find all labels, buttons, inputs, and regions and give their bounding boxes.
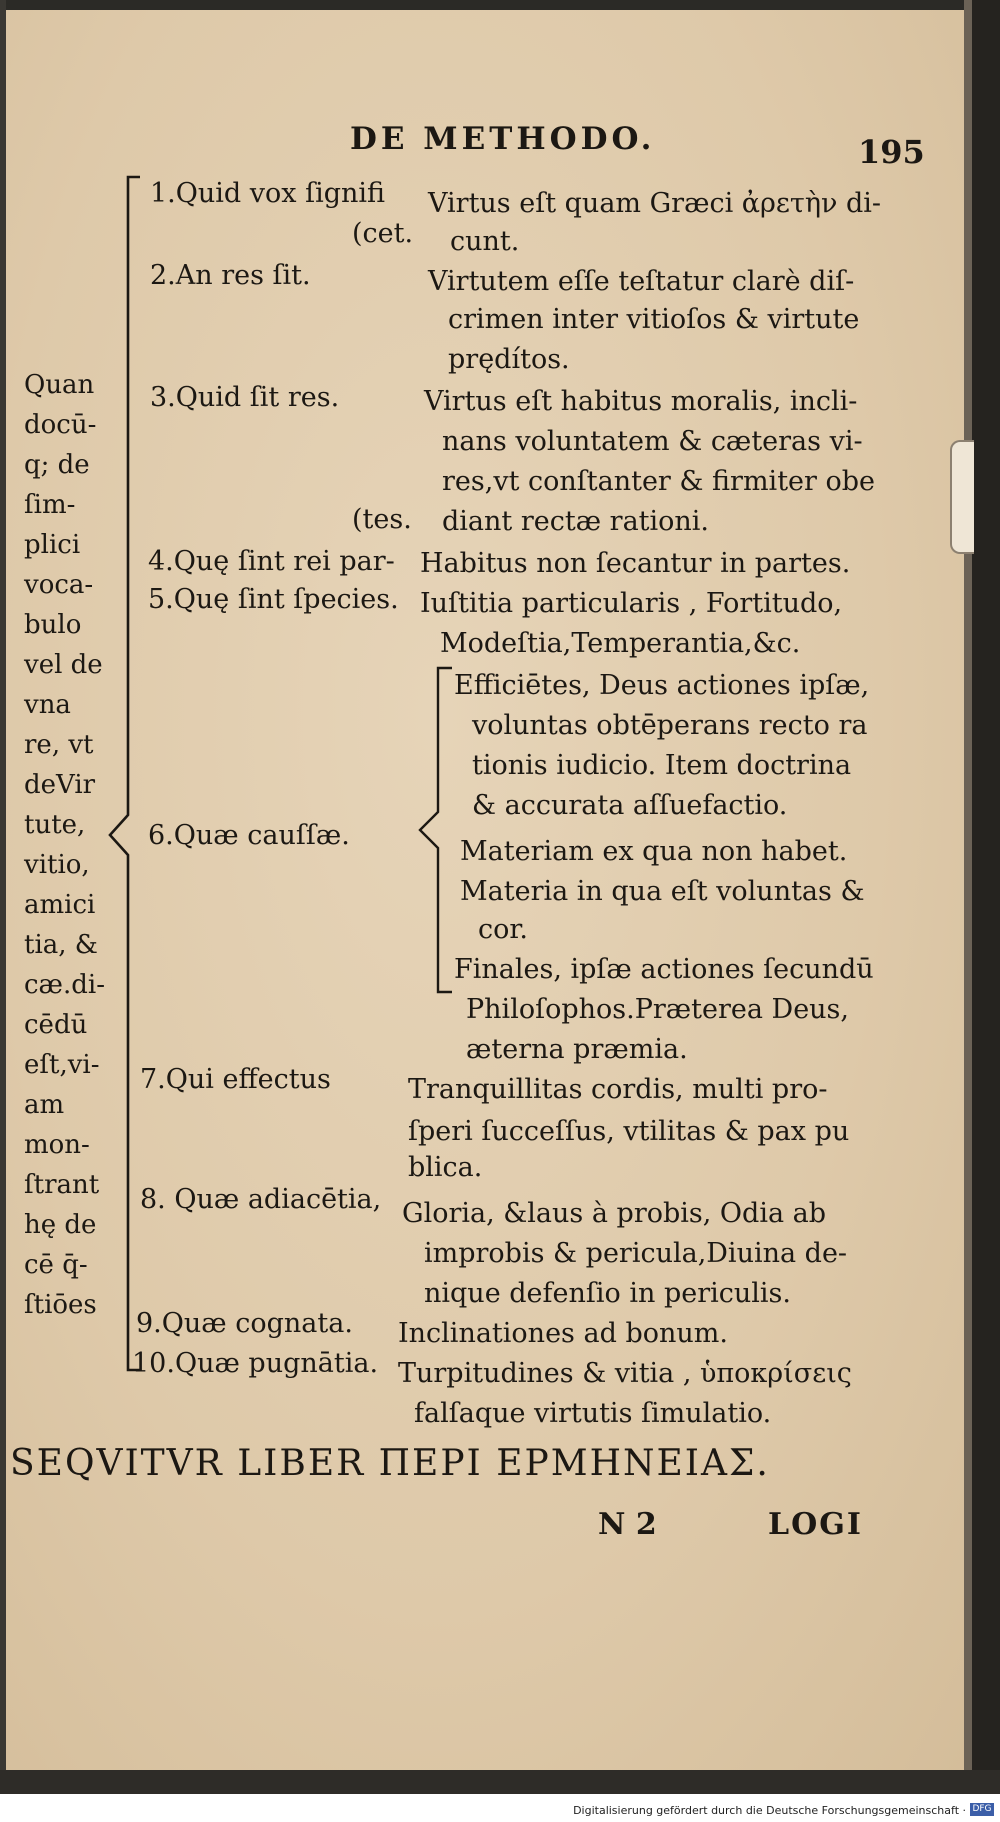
answer-line: nique defenſio in periculis. bbox=[424, 1278, 791, 1309]
question-label: 9.Quæ cognata. bbox=[136, 1308, 353, 1339]
cause-final-line: Finales, ipſæ actiones ſecundū bbox=[454, 954, 874, 985]
dfg-logo: DFG bbox=[970, 1803, 994, 1816]
side-note-line: Quan bbox=[24, 370, 95, 400]
answer-line: diant rectæ rationi. bbox=[442, 506, 710, 537]
cause-efficient-line: tionis iudicio. Item doctrina bbox=[472, 750, 852, 781]
side-note-line: q; de bbox=[24, 450, 90, 480]
side-note-line: eſt,vi- bbox=[24, 1050, 100, 1080]
side-note-line: cēdū bbox=[24, 1010, 88, 1040]
side-note-line: cē q̄- bbox=[24, 1250, 88, 1280]
answer-line: Turpitudines & vitia , ὑποκρίσεις bbox=[398, 1358, 852, 1389]
answer-line: Virtus eſt quam Græci ἀρετὴν di- bbox=[428, 188, 882, 219]
question-label: 8. Quæ adiacētia, bbox=[140, 1184, 382, 1215]
answer-line: cunt. bbox=[450, 226, 520, 257]
side-note-line: vitio, bbox=[24, 850, 90, 880]
answer-line: Virtus eſt habitus moralis, incli- bbox=[424, 386, 858, 417]
side-note-line: ſtiōes bbox=[24, 1290, 97, 1320]
side-note-line: ſtrant bbox=[24, 1170, 100, 1200]
answer-line: prędítos. bbox=[448, 344, 570, 375]
answer-line: Habitus non ſecantur in partes. bbox=[420, 548, 851, 579]
side-note-line: cæ.di- bbox=[24, 970, 106, 1000]
question-label: 3.Quid ſit res. bbox=[150, 382, 340, 413]
side-note-line: tia, & bbox=[24, 930, 98, 960]
running-title: DE METHODO. bbox=[350, 121, 656, 157]
side-note-line: deVir bbox=[24, 770, 96, 800]
cause-material-in-qua-line: cor. bbox=[478, 914, 528, 945]
question-label: 4.Quę ſint rei par- bbox=[148, 546, 395, 577]
side-note-line: voca- bbox=[24, 570, 94, 600]
question-label: 2.An res ſit. bbox=[150, 260, 311, 291]
causes-brace bbox=[408, 662, 458, 1002]
side-note-line: tute, bbox=[24, 810, 86, 840]
side-note-line: vel de bbox=[24, 650, 103, 680]
funding-credit: Digitalisierung gefördert durch die Deutsche Forschungsgemeinschaft · bbox=[573, 1804, 966, 1817]
side-note-line: mon- bbox=[24, 1130, 90, 1160]
question-label: 10.Quæ pugnātia. bbox=[132, 1348, 379, 1379]
cause-final-line: æterna præmia. bbox=[466, 1034, 688, 1065]
question-label: 5.Quę ſint ſpecies. bbox=[148, 584, 399, 615]
answer-line: Tranquillitas cordis, multi pro- bbox=[408, 1074, 828, 1105]
question-label-continuation: (tes. bbox=[352, 504, 412, 535]
cause-final-line: Philoſophos.Præterea Deus, bbox=[466, 994, 849, 1025]
answer-line: blica. bbox=[408, 1152, 483, 1183]
page-edge bbox=[964, 0, 972, 1794]
side-note-line: bulo bbox=[24, 610, 82, 640]
cause-material-ex-qua: Materiam ex qua non habet. bbox=[460, 836, 848, 867]
question-label: 7.Qui effectus bbox=[140, 1064, 331, 1095]
scan-frame-right bbox=[972, 0, 1000, 1794]
answer-line: res,vt conſtanter & firmiter obe bbox=[442, 466, 876, 497]
answer-line: Virtutem eſſe teſtatur clarè diſ- bbox=[428, 266, 855, 297]
question-label: 1.Quid vox ſignifi bbox=[150, 178, 386, 209]
cause-material-in-qua-line: Materia in qua eſt voluntas & bbox=[460, 876, 865, 907]
question-label: 6.Quæ cauſſæ. bbox=[148, 820, 350, 851]
side-note-line: am bbox=[24, 1090, 65, 1120]
answer-line: Inclinationes ad bonum. bbox=[398, 1318, 728, 1349]
folio-number: 195 bbox=[858, 133, 925, 171]
answer-line: falſaque virtutis ſimulatio. bbox=[414, 1398, 772, 1429]
answer-line: Iuſtitia particularis , Fortitudo, bbox=[420, 588, 843, 619]
page-tab-marker bbox=[950, 440, 974, 554]
cause-efficient-line: & accurata aſſuefactio. bbox=[472, 790, 788, 821]
question-label-continuation: (cet. bbox=[352, 218, 414, 249]
answer-line: Modeſtia,Temperantia,&c. bbox=[440, 628, 801, 659]
answer-line: crimen inter vitioſos & virtute bbox=[448, 304, 860, 335]
cause-efficient-line: voluntas obtēperans recto ra bbox=[472, 710, 868, 741]
catchword: LOGI bbox=[768, 1507, 863, 1542]
side-note-line: hę de bbox=[24, 1210, 97, 1240]
scan-frame-top bbox=[0, 0, 1000, 10]
answer-line: ſperi ſucceſſus, vtilitas & pax pu bbox=[408, 1116, 850, 1147]
answer-line: nans voluntatem & cæteras vi- bbox=[442, 426, 863, 457]
cause-efficient-line: Efficiētes, Deus actiones ipſæ, bbox=[454, 670, 870, 701]
side-note-line: docū- bbox=[24, 410, 97, 440]
side-note-line: re, vt bbox=[24, 730, 94, 760]
side-note-line: ſim- bbox=[24, 490, 76, 520]
signature-mark: N 2 bbox=[598, 1507, 657, 1542]
side-note-line: plici bbox=[24, 530, 81, 560]
side-note-line: amici bbox=[24, 890, 96, 920]
side-note-line: vna bbox=[24, 690, 71, 720]
answer-line: improbis & pericula,Diuina de- bbox=[424, 1238, 848, 1269]
sequitur-heading: SEQVITVR LIBER ΠΕΡΙ ΕΡΜΗΝΕΙΑΣ. bbox=[10, 1443, 770, 1484]
answer-line: Gloria, &laus à probis, Odia ab bbox=[402, 1198, 827, 1229]
scan-frame-bottom bbox=[0, 1770, 1000, 1794]
